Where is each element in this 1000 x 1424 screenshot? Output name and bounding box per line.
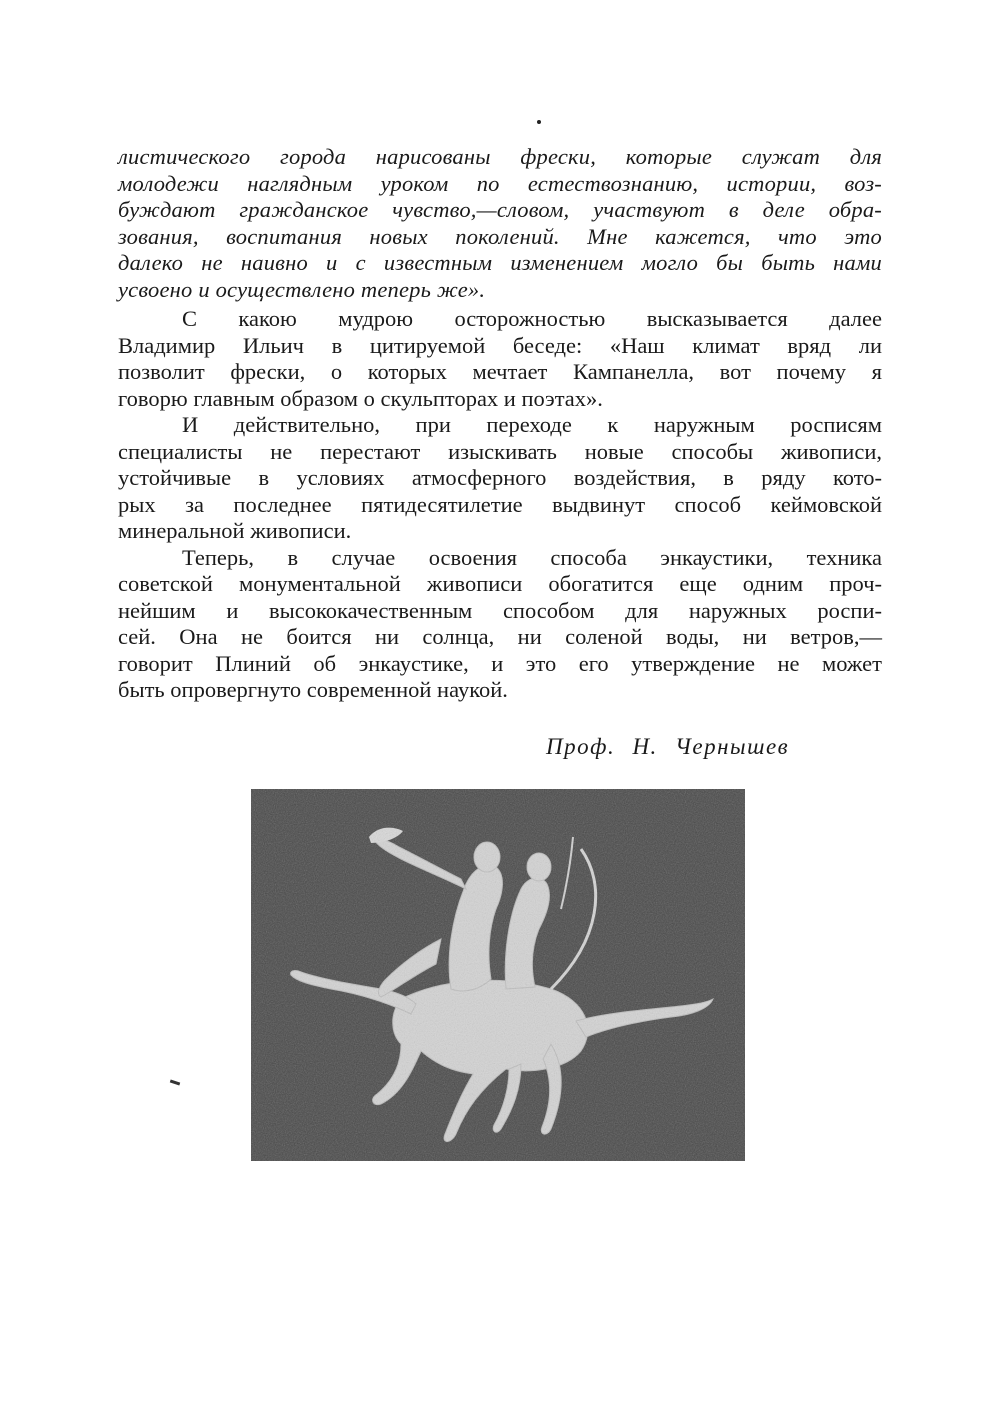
paragraph-line: специалисты не перестают изыскивать новые способы живописи, <box>118 438 882 464</box>
paragraph-line: рых за последнее пятидесятилетие выдвинут способ кеймовской <box>118 491 882 517</box>
quote-line: буждают гражданское чувство,—словом, участвуют в деле обра- <box>118 197 882 222</box>
paragraph-line: быть опровергнуто современной наукой. <box>118 677 508 702</box>
quote-line: далеко не наивно и с известным изменением могло бы быть нами <box>118 250 882 275</box>
fresco-drawing <box>251 789 745 1161</box>
paragraph-line: советской монументальной живописи обогатится еще одним проч- <box>118 571 882 596</box>
article-body <box>118 306 882 704</box>
paragraph-line: говорит Плиний об энкаустике, и это его утверждение не может <box>118 650 882 676</box>
paragraph-line: сей. Она не боится ни солнца, ни соленой воды, ни ветров,— <box>118 624 882 649</box>
author-signature: Проф. Н. Чернышев <box>546 734 790 759</box>
paragraph <box>118 306 882 412</box>
quote-line: усвоено и осуществлено теперь же». <box>118 276 486 302</box>
fresco-illustration <box>251 789 745 1161</box>
scan-speck-top <box>537 120 541 124</box>
paragraph <box>118 545 882 704</box>
quote-continuation <box>118 144 882 303</box>
fresco-texture <box>251 789 745 1161</box>
paragraph-line: устойчивые в условиях атмосферного воздействия, в ряду кото- <box>118 465 882 490</box>
paragraph-line: И действительно, при переходе к наружным росписям <box>182 412 882 437</box>
scan-speck-left <box>170 1080 180 1086</box>
paragraph-line: позволит фрески, о которых мечтает Кампанелла, вот почему я <box>118 359 882 384</box>
paragraph-line: говорю главным образом о скульпторах и поэтах». <box>118 385 603 411</box>
quote-line: молодежи наглядным уроком по естествознанию, истории, воз- <box>118 170 882 196</box>
paragraph-line: Владимир Ильич в цитируемой беседе: «Наш климат вряд ли <box>118 332 882 358</box>
quote-line: листического города нарисованы фрески, которые служат для <box>118 144 882 169</box>
paragraph <box>118 412 882 545</box>
quote-line: зования, воспитания новых поколений. Мне кажется, что это <box>118 223 882 249</box>
paragraph-line: С какою мудрою осторожностью высказывается далее <box>182 306 882 331</box>
paragraph-line: Теперь, в случае освоения способа энкаустики, техника <box>182 544 882 570</box>
paragraph-line: нейшим и высококачественным способом для наружных роспи- <box>118 597 882 623</box>
paragraph-line: минеральной живописи. <box>118 518 352 543</box>
